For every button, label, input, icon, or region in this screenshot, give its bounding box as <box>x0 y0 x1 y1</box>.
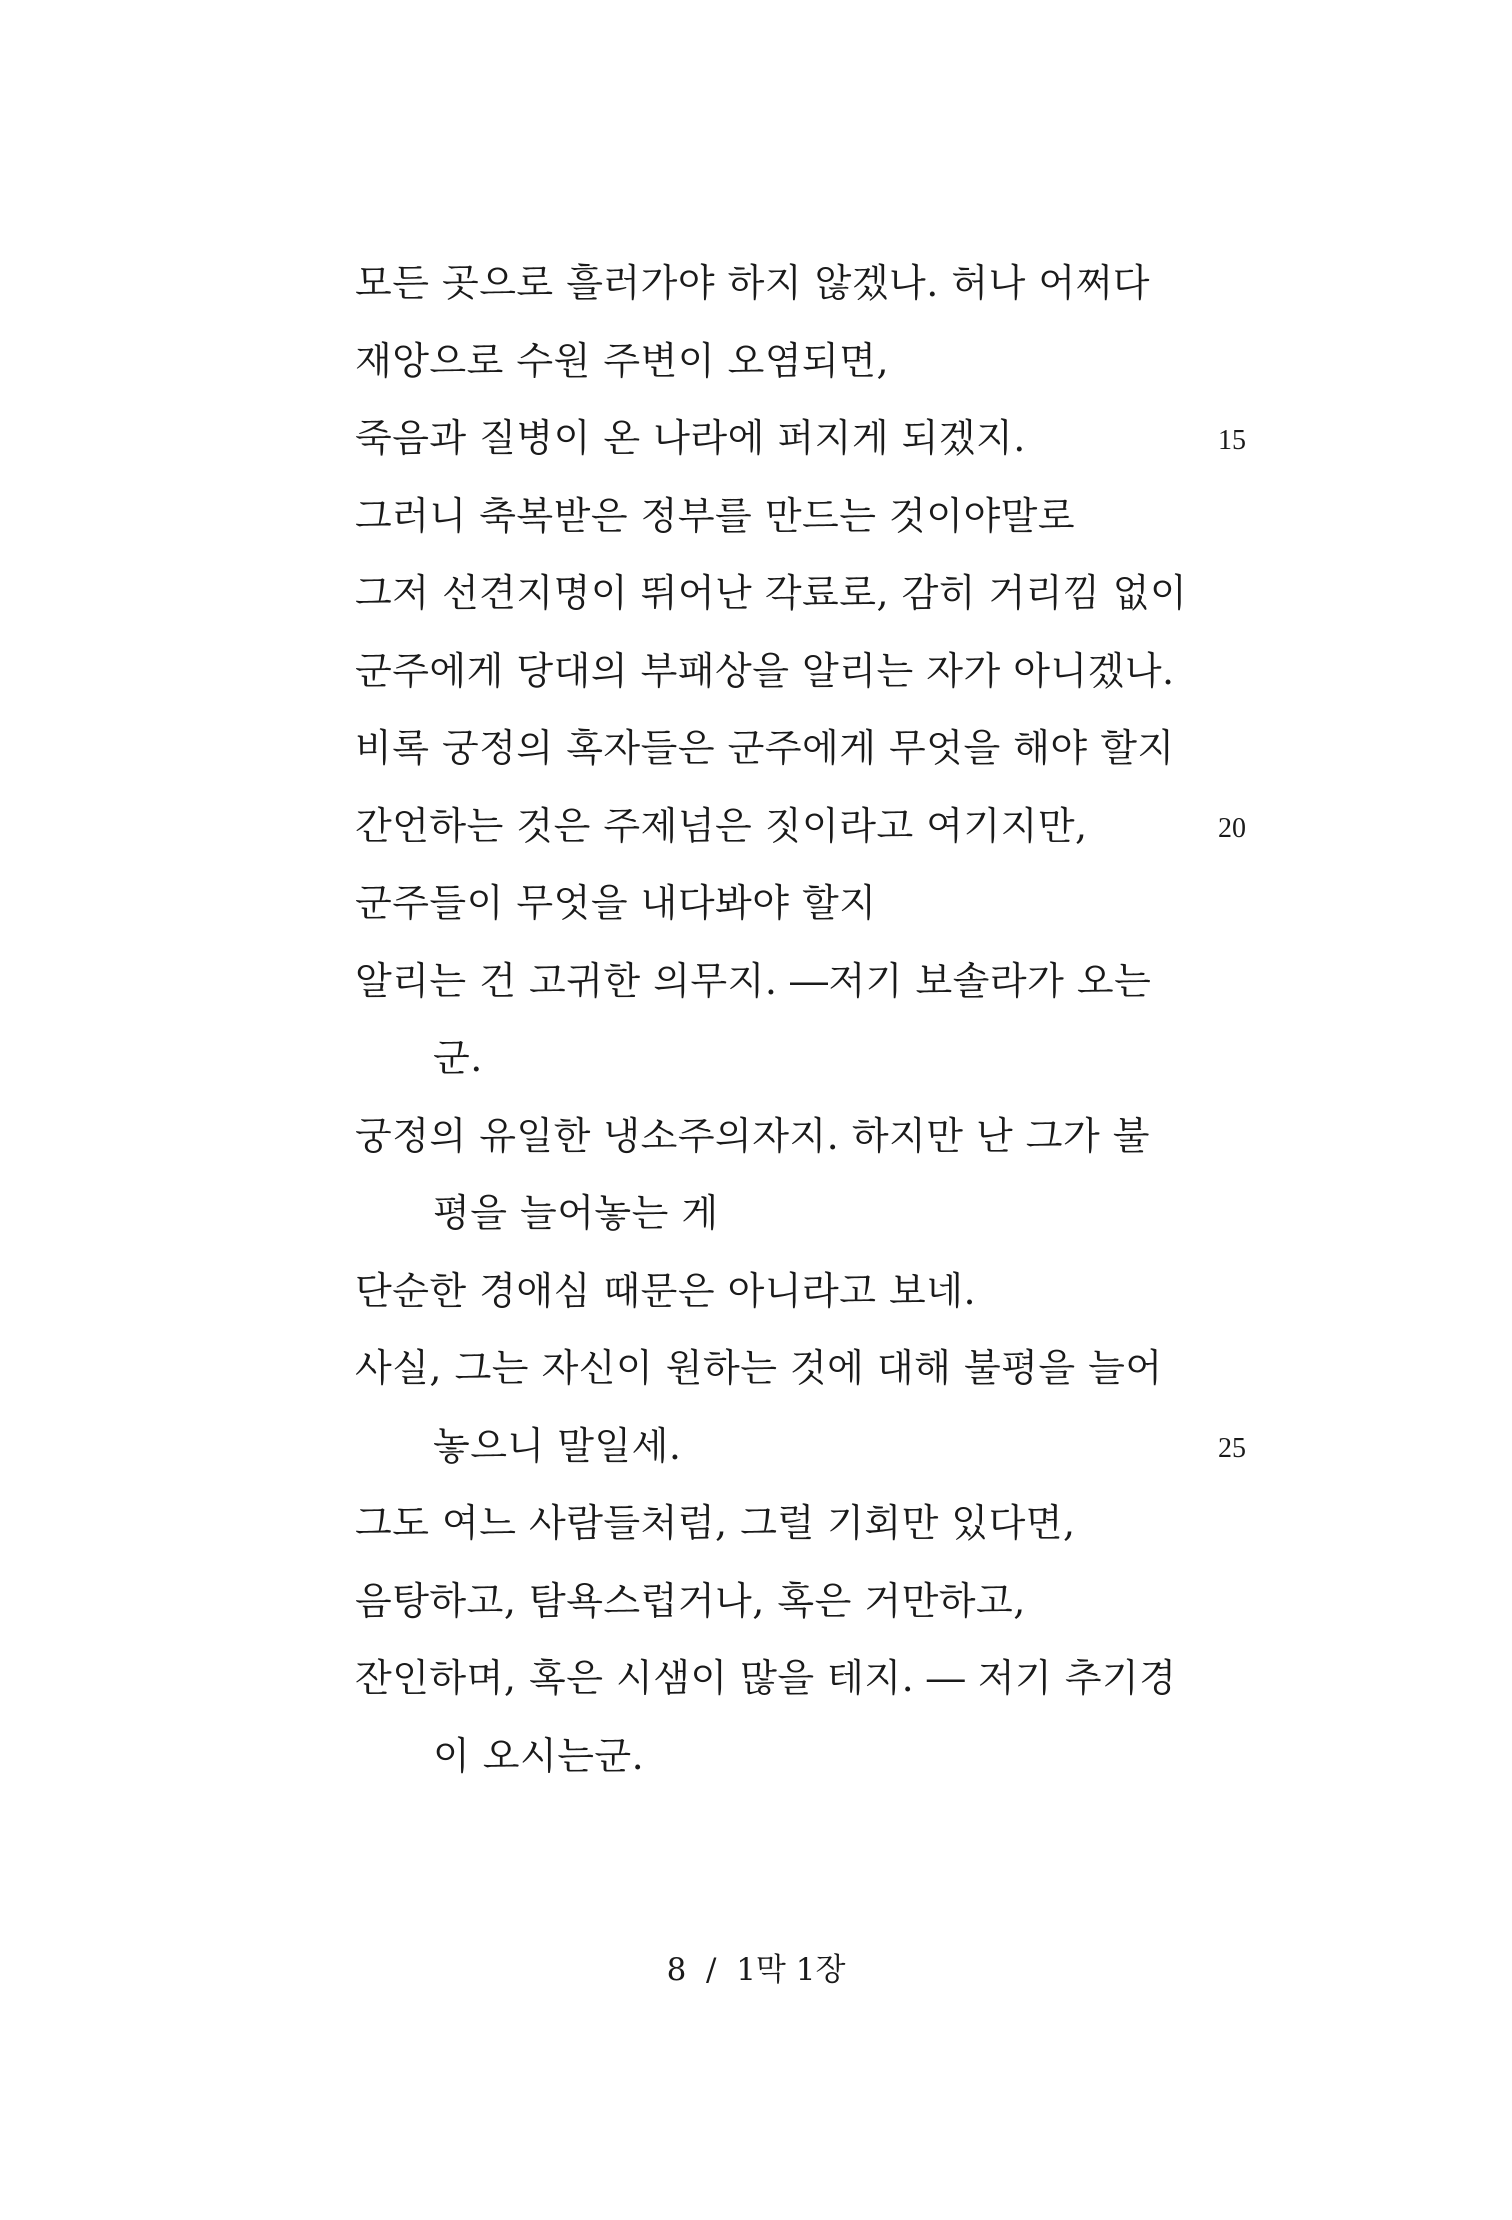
verse-line: 음탕하고, 탐욕스럽거나, 혹은 거만하고, <box>355 1579 1026 1623</box>
verse-line: 모든 곳으로 흘러가야 하지 않겠나. 허나 어쩌다 <box>355 261 1151 305</box>
verse-line: 알리는 건 고귀한 의무지. ―저기 보솔라가 오는 <box>355 959 1152 1003</box>
verse-line: 이 오시는군. <box>433 1734 645 1778</box>
verse-line: 그저 선견지명이 뛰어난 각료로, 감히 거리낌 없이 <box>355 571 1188 615</box>
page-number: 8 <box>666 1952 687 1988</box>
verse-line: 재앙으로 수원 주변이 오염되면, <box>355 339 890 383</box>
verse-line: 잔인하며, 혹은 시샘이 많을 테지. ― 저기 추기경 <box>355 1656 1177 1700</box>
footer-separator: / <box>706 1952 717 1988</box>
section-label: 1막 1장 <box>736 1952 846 1988</box>
verse-line: 비록 궁정의 혹자들은 군주에게 무엇을 해야 할지 <box>355 726 1175 770</box>
line-number: 15 <box>1218 425 1246 456</box>
line-number: 20 <box>1218 813 1246 844</box>
verse-line: 놓으니 말일세. <box>433 1424 682 1468</box>
verse-line: 군주들이 무엇을 내다봐야 할지 <box>355 881 877 925</box>
verse-line: 평을 늘어놓는 게 <box>433 1191 719 1235</box>
verse-line: 단순한 경애심 때문은 아니라고 보네. <box>355 1269 977 1313</box>
verse-line: 군. <box>433 1036 483 1080</box>
page-footer <box>0 1950 1512 1990</box>
verse-line: 군주에게 당대의 부패상을 알리는 자가 아니겠나. <box>355 649 1175 693</box>
line-number: 25 <box>1218 1433 1246 1464</box>
verse-line: 궁정의 유일한 냉소주의자지. 하지만 난 그가 불 <box>355 1114 1151 1158</box>
verse-line: 그도 여느 사람들처럼, 그럴 기회만 있다면, <box>355 1501 1076 1545</box>
verse-line: 간언하는 것은 주제넘은 짓이라고 여기지만, <box>355 804 1088 848</box>
verse-line: 죽음과 질병이 온 나라에 퍼지게 되겠지. <box>355 416 1026 460</box>
verse-line: 사실, 그는 자신이 원하는 것에 대해 불평을 늘어 <box>355 1346 1163 1390</box>
verse-line: 그러니 축복받은 정부를 만드는 것이야말로 <box>355 494 1076 538</box>
